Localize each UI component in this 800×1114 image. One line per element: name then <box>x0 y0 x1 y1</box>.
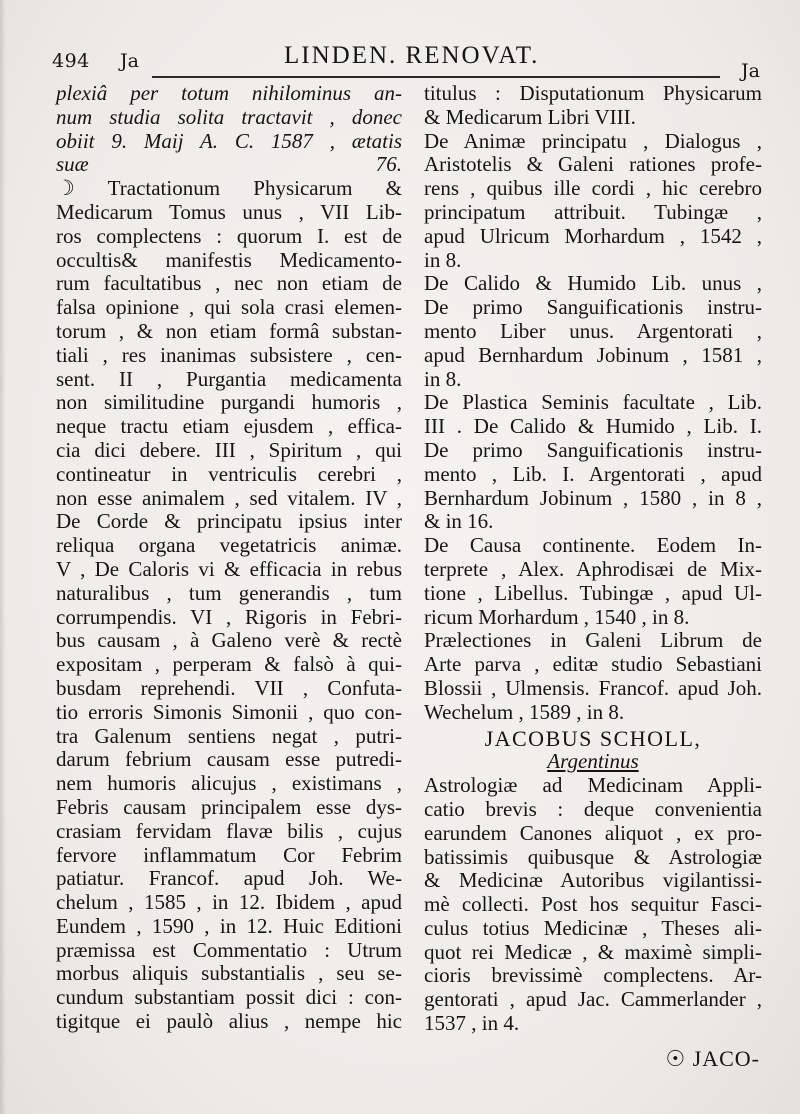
text-line: De primo Sanguificationis instru- <box>424 295 762 320</box>
text-line: nem humoris alicujus , existimans , <box>56 771 402 796</box>
text-line: darum febrium causam esse putredi- <box>56 747 402 772</box>
header-rule <box>152 76 720 78</box>
text-line: terprete , Alex. Aphrodisæi de Mix- <box>424 556 762 581</box>
text-line: mè collecti. Post hos sequitur Fasci- <box>424 892 762 917</box>
text-line: tio erroris Simonis Simonii , quo con- <box>56 699 402 724</box>
text-line: mento , Lib. I. Argentorati , apud <box>424 461 762 486</box>
text-line: non similitudine purgandi humoris , <box>56 390 402 415</box>
text-line: morbus aliquis substantialis , seu se- <box>56 961 402 986</box>
text-line: Aristotelis & Galeni rationes profe- <box>424 152 762 177</box>
right-column <box>424 82 762 1036</box>
text-line: expositam , perperam & falsò à qui- <box>56 652 402 677</box>
text-line: busdam reprehendi. VII , Confuta- <box>56 675 402 700</box>
author-origin: Argentinus <box>547 749 639 774</box>
text-line: Blossii , Ulmensis. Francof. apud Joh. <box>424 675 762 700</box>
text-line: ricum Morhardum , 1540 , in 8. <box>424 604 690 629</box>
running-head: LINDEN. RENOVAT. <box>284 42 540 69</box>
text-line: ☽ Tractationum Physicarum & <box>56 176 402 201</box>
text-line: falsa opinione , qui sola crasi elemen- <box>56 295 402 320</box>
text-line: cia dici debere. III , Spiritum , qui <box>56 437 402 462</box>
text-line: De Causa continente. Eodem In- <box>424 533 762 558</box>
text-line: in 8. <box>424 247 462 272</box>
text-line: corrumpendis. VI , Rigoris in Febri- <box>56 604 402 629</box>
author-heading: JACOBUS SCHOLL, <box>484 725 702 751</box>
left-column <box>56 82 402 1034</box>
text-line: neque tractu etiam ejusdem , effica- <box>56 414 402 439</box>
text-line: Prælectiones in Galeni Librum de <box>424 628 762 653</box>
text-line: Bernhardum Jobinum , 1580 , in 8 , <box>424 485 762 510</box>
text-line: Medicarum Tomus unus , VII Lib- <box>56 199 402 224</box>
text-line: tione , Libellus. Tubingæ , apud Ul- <box>424 580 762 605</box>
text-line: & Medicinæ Autoribus vigilantissi- <box>424 868 762 893</box>
text-line: torum , & non etiam formâ substan- <box>56 318 402 343</box>
text-line: mento Liber unus. Argentorati , <box>424 318 762 343</box>
text-line: cioris brevissimè complectens. Ar- <box>424 963 762 988</box>
text-line: quot rei Medicæ , & maximè simpli- <box>424 939 762 964</box>
text-line: ros complectens : quorum I. est de <box>56 223 402 248</box>
text-line: suæ 76. <box>56 152 402 177</box>
text-line: apud Ulricum Morhardum , 1542 , <box>424 223 762 248</box>
text-line: non esse animalem , sed vitalem. IV , <box>56 485 402 510</box>
text-line: 1537 , in 4. <box>424 1011 520 1036</box>
text-line: De Calido & Humido Lib. unus , <box>424 271 762 296</box>
text-line: in 8. <box>424 366 462 391</box>
text-line: catio brevis : deque convenientia <box>424 796 762 821</box>
page-fold-shadow <box>0 0 6 1114</box>
text-line: culus totius Medicinæ , Theses ali- <box>424 915 762 940</box>
catchword: ☉ JACO- <box>665 1046 760 1071</box>
text-line: principatum attribuit. Tubingæ , <box>424 199 762 224</box>
text-line: tigitque ei paulò alius , nempe hic <box>56 1009 402 1034</box>
text-line: reliqua organa vegetatricis animæ. <box>56 533 402 558</box>
text-line: Febris causam principalem esse dys- <box>56 794 402 819</box>
text-line: gentorati , apud Jac. Cammerlander , <box>424 987 762 1012</box>
text-line: sent. II , Purgantia medicamenta <box>56 366 402 391</box>
text-line: num studia solita tractavit , donec <box>56 104 402 129</box>
text-line: tra Galenum sentiens negat , putri- <box>56 723 402 748</box>
text-line: rens , quibus ille cordi , hic cerebro <box>424 176 762 201</box>
text-line: apud Bernhardum Jobinum , 1581 , <box>424 342 762 367</box>
text-line: Wechelum , 1589 , in 8. <box>424 699 625 724</box>
text-line: chelum , 1585 , in 12. Ibidem , apud <box>56 890 402 915</box>
text-line: patiatur. Francof. apud Joh. We- <box>56 866 402 891</box>
text-line: titulus : Disputationum Physicarum <box>424 81 762 105</box>
text-line: naturalibus , tum generandis , tum <box>56 580 402 605</box>
text-line: & in 16. <box>424 509 494 534</box>
text-line: De Animæ principatu , Dialogus , <box>424 128 762 153</box>
text-line: Astrologiæ ad Medicinam Appli- <box>424 773 762 798</box>
text-line: crasiam fervidam flavæ bilis , cujus <box>56 818 402 843</box>
page-number: 494 <box>52 50 90 72</box>
text-line: præmissa est Commentatio : Utrum <box>56 937 402 962</box>
text-line: obiit 9. Maij A. C. 1587 , ætatis <box>56 128 402 153</box>
text-line: De Plastica Seminis facultate , Lib. <box>424 390 762 415</box>
text-line: earundem Canones aliquot , ex pro- <box>424 820 762 845</box>
text-line: fervore inflammatum Cor Febrim <box>56 842 402 867</box>
left-abbreviation: Ja <box>120 50 139 72</box>
text-line: contineatur in ventriculis cerebri , <box>56 461 402 486</box>
text-line: tiali , res inanimas subsistere , cen- <box>56 342 402 367</box>
page-header <box>52 42 760 82</box>
text-line: & Medicarum Libri VIII. <box>424 104 636 129</box>
text-line: De Corde & principatu ipsius inter <box>56 509 402 534</box>
text-line: Arte parva , editæ studio Sebastiani <box>424 652 762 677</box>
text-line: occultis& manifestis Medicamento- <box>56 247 402 272</box>
text-line: plexiâ per totum nihilominus an- <box>56 81 402 105</box>
text-line: cundum substantiam possit dici : con- <box>56 985 402 1010</box>
text-line: III . De Calido & Humido , Lib. I. <box>424 414 762 439</box>
text-line: V , De Caloris vi & efficacia in rebus <box>56 556 402 581</box>
text-line: Eundem , 1590 , in 12. Huic Editioni <box>56 913 402 938</box>
text-line: rum facultatibus , nec non etiam de <box>56 271 402 296</box>
text-line: De primo Sanguificationis instru- <box>424 437 762 462</box>
right-abbreviation: Ja <box>741 60 760 82</box>
text-line: batissimis quibusque & Astrologiæ <box>424 844 762 869</box>
text-line: bus causam , à Galeno verè & rectè <box>56 628 402 653</box>
